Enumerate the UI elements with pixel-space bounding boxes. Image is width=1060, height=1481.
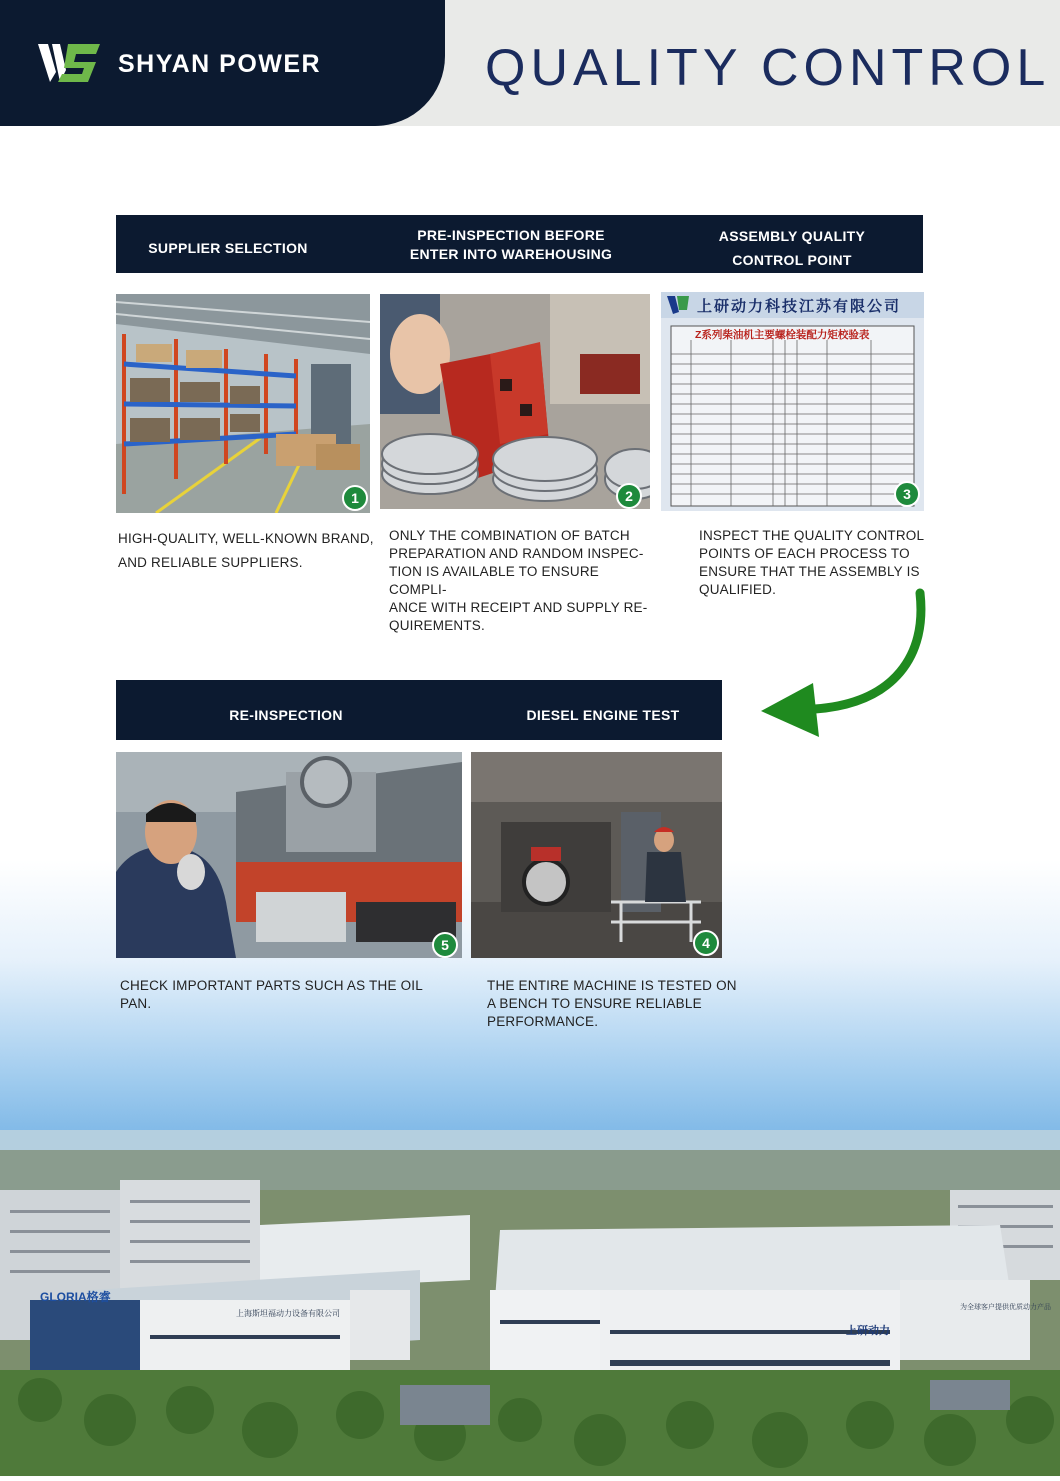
step-number-badge: 1	[342, 485, 368, 511]
checklist-table-title: Z系列柴油机主要螺栓装配力矩校验表	[695, 329, 870, 341]
step-description: INSPECT THE QUALITY CONTROL POINTS OF EACH PROCESS TO ENSURE THAT THE ASSEMBLY IS QUALIFIED.	[699, 528, 925, 597]
torque-checklist-photo	[661, 292, 924, 511]
process-steps-bar-top	[116, 215, 923, 273]
brand-name: SHYAN POWER	[118, 50, 322, 78]
step-label-assembly-quality: ASSEMBLY QUALITY CONTROL POINT	[718, 228, 866, 268]
step-description: THE ENTIRE MACHINE IS TESTED ON A BENCH TO ENSURE RELIABLE PERFORMANCE.	[487, 978, 737, 1029]
step-description: CHECK IMPORTANT PARTS SUCH AS THE OIL PAN.	[120, 978, 423, 1011]
step-number-badge: 3	[894, 481, 920, 507]
step-label-pre-inspection: PRE-INSPECTION BEFORE ENTER INTO WAREHOUSING	[409, 227, 613, 262]
parts-inspection-photo	[380, 294, 650, 509]
step-number-badge: 2	[616, 483, 642, 509]
shyan-power-logo-icon	[38, 42, 102, 84]
campus-sign-right-building: 为全球客户提供优质动力产品	[960, 1304, 1051, 1311]
engine-reinspection-photo	[116, 752, 462, 958]
step-label-supplier-selection: SUPPLIER SELECTION	[148, 240, 308, 256]
step-description: ONLY THE COMBINATION OF BATCH PREPARATION AND RANDOM INSPEC- TION IS AVAILABLE TO ENSURE COMPLI- ANCE WITH RECEIPT AND SUPPLY RE- QUIREMENTS.	[389, 528, 648, 633]
brand-logo-block	[0, 0, 445, 126]
campus-sign-main-building: 上研动力	[846, 1325, 890, 1337]
factory-campus-aerial-photo	[0, 1130, 1060, 1476]
engine-test-bench-photo	[471, 752, 722, 958]
step-number-badge: 5	[432, 932, 458, 958]
step-label-diesel-engine-test: DIESEL ENGINE TEST	[526, 707, 680, 723]
step-number-badge: 4	[693, 930, 719, 956]
campus-sign-left-building: 上海斯坦福动力设备有限公司	[236, 1309, 340, 1318]
warehouse-shelves-photo	[116, 294, 370, 513]
campus-sign-gloria: GLORIA格睿	[40, 1290, 111, 1304]
process-steps-bar-bottom	[116, 680, 722, 740]
checklist-sign-company: 上研动力科技江苏有限公司	[697, 298, 902, 315]
page-title: QUALITY CONTROL	[485, 39, 1051, 97]
step-label-re-inspection: RE-INSPECTION	[229, 707, 343, 723]
curved-arrow-icon	[755, 585, 935, 745]
step-description: HIGH-QUALITY, WELL-KNOWN BRAND, AND RELIABLE SUPPLIERS.	[118, 531, 374, 570]
